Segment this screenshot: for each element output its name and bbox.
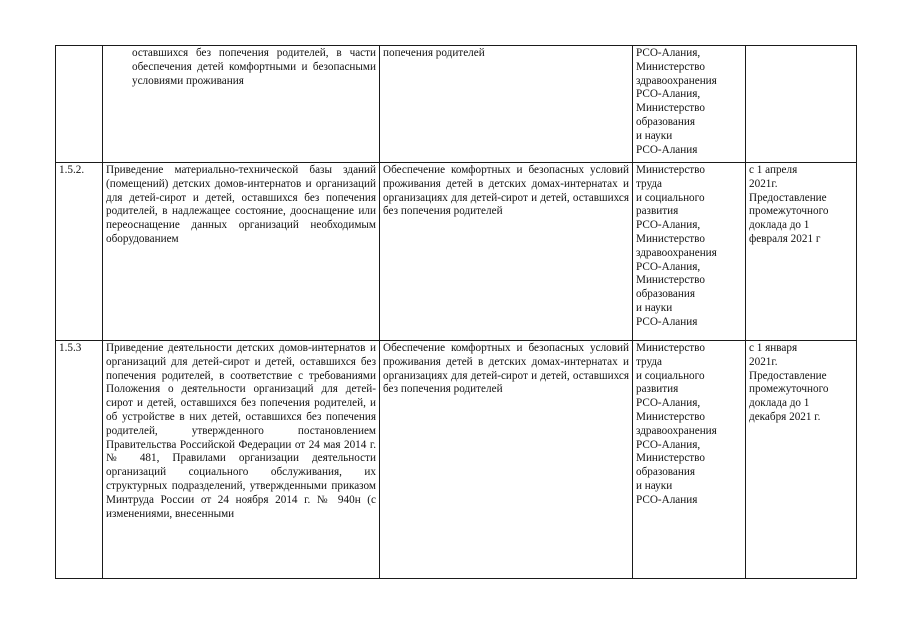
- executor-line: здравоохранения: [636, 74, 717, 87]
- row-number: 1.5.2.: [59, 164, 85, 176]
- action-text: Приведение деятельности детских домов-интернатов и организаций для детей-сирот и детей, оставшихся без попечения родителей, в соответствие с требованиями Положения о деятельности организаций для детей-сирот и детей, оставшихся без попечения родителей, и об устройстве в них детей, оставшихся без попечения родителей, утвержденного постановлением Правительства Российской Федерации от 24 мая 2014 г. № 481, Правилами организации деятельности организаций социального обслуживания, их структурных подразделений, утвержденными приказом Минтруда России от 24 ноября 2014 г. № 940н (с изменениями, внесенными: [106, 342, 376, 520]
- executor-line: РСО-Алания: [636, 493, 698, 506]
- number-cell: [56, 163, 103, 341]
- result-cell: [380, 341, 633, 579]
- executor-line: Министерство: [636, 410, 705, 423]
- executor-line: образования: [636, 288, 696, 301]
- executor-line: Министерство: [636, 164, 705, 176]
- term-line: промежуточного: [749, 383, 829, 396]
- table-row: [56, 341, 857, 579]
- term-cell: [746, 46, 857, 163]
- term-line: декабря 2021 г.: [749, 410, 821, 423]
- executor-line: образования: [636, 466, 696, 479]
- executor-line: Министерство: [636, 452, 705, 465]
- result-text: Обеспечение комфортных и безопасных условий проживания детей в детских домах-интернатах и организациях для детей-сирот и детей, оставшихся без попечения родителей: [383, 342, 629, 396]
- term-line: февраля 2021 г: [749, 232, 821, 245]
- term-line: доклада до 1: [749, 219, 810, 232]
- executor-line: РСО-Алания,: [636, 88, 701, 101]
- term-line: доклада до 1: [749, 397, 810, 410]
- term-line: Предоставление: [749, 369, 827, 382]
- result-text: попечения родителей: [383, 47, 485, 59]
- executor-line: Министерство: [636, 232, 705, 245]
- table-row: [56, 46, 857, 163]
- action-text: Приведение материально-технической базы зданий (помещений) детских домов-интернатов и организаций для детей-сирот и детей, оставшихся без попечения родителей, в надлежащее состояние, дооснащение или переоснащение данных организаций необходимым оборудованием: [106, 164, 376, 245]
- action-plan-table: [55, 45, 857, 579]
- executor-line: РСО-Алания: [636, 143, 698, 156]
- term-line: с 1 апреля: [749, 164, 798, 176]
- executor-line: здравоохранения: [636, 246, 717, 259]
- executor-line: развития: [636, 383, 679, 396]
- executor-line: РСО-Алания,: [636, 219, 701, 232]
- table-row: [56, 163, 857, 341]
- term-cell: [746, 163, 857, 341]
- executor-line: РСО-Алания,: [636, 260, 701, 273]
- executor-line: труда: [636, 177, 663, 190]
- number-cell: [56, 341, 103, 579]
- executor-line: Министерство: [636, 342, 705, 354]
- executor-line: Министерство: [636, 60, 705, 73]
- executor-line: Министерство: [636, 274, 705, 287]
- executor-line: РСО-Алания,: [636, 47, 701, 59]
- term-line: промежуточного: [749, 205, 829, 218]
- row-number: 1.5.3: [59, 342, 82, 354]
- executor-line: РСО-Алания,: [636, 438, 701, 451]
- executors-cell: [633, 163, 746, 341]
- executor-line: и социального: [636, 191, 705, 204]
- executor-line: и науки: [636, 129, 673, 142]
- action-cell: [103, 163, 380, 341]
- action-cell: [103, 341, 380, 579]
- executor-line: и социального: [636, 369, 705, 382]
- executor-line: и науки: [636, 479, 673, 492]
- executor-line: Министерство: [636, 102, 705, 115]
- result-cell: [380, 163, 633, 341]
- result-text: Обеспечение комфортных и безопасных условий проживания детей в детских домах-интернатах и организациях для детей-сирот и детей, оставшихся без попечения родителей: [383, 164, 629, 218]
- term-line: Предоставление: [749, 191, 827, 204]
- action-text: оставшихся без попечения родителей, в части обеспечения детей комфортными и безопасными условиями проживания: [132, 47, 376, 87]
- term-line: с 1 января: [749, 342, 798, 354]
- executor-line: РСО-Алания: [636, 315, 698, 328]
- result-cell: [380, 46, 633, 163]
- executor-line: и науки: [636, 301, 673, 314]
- action-cell: [103, 46, 380, 163]
- executors-cell: [633, 341, 746, 579]
- executor-line: развития: [636, 205, 679, 218]
- term-line: 2021г.: [749, 177, 778, 190]
- executors-cell: [633, 46, 746, 163]
- executor-line: РСО-Алания,: [636, 397, 701, 410]
- executor-line: труда: [636, 355, 663, 368]
- executor-line: здравоохранения: [636, 424, 717, 437]
- number-cell: [56, 46, 103, 163]
- term-line: 2021г.: [749, 355, 778, 368]
- executor-line: образования: [636, 115, 696, 128]
- term-cell: [746, 341, 857, 579]
